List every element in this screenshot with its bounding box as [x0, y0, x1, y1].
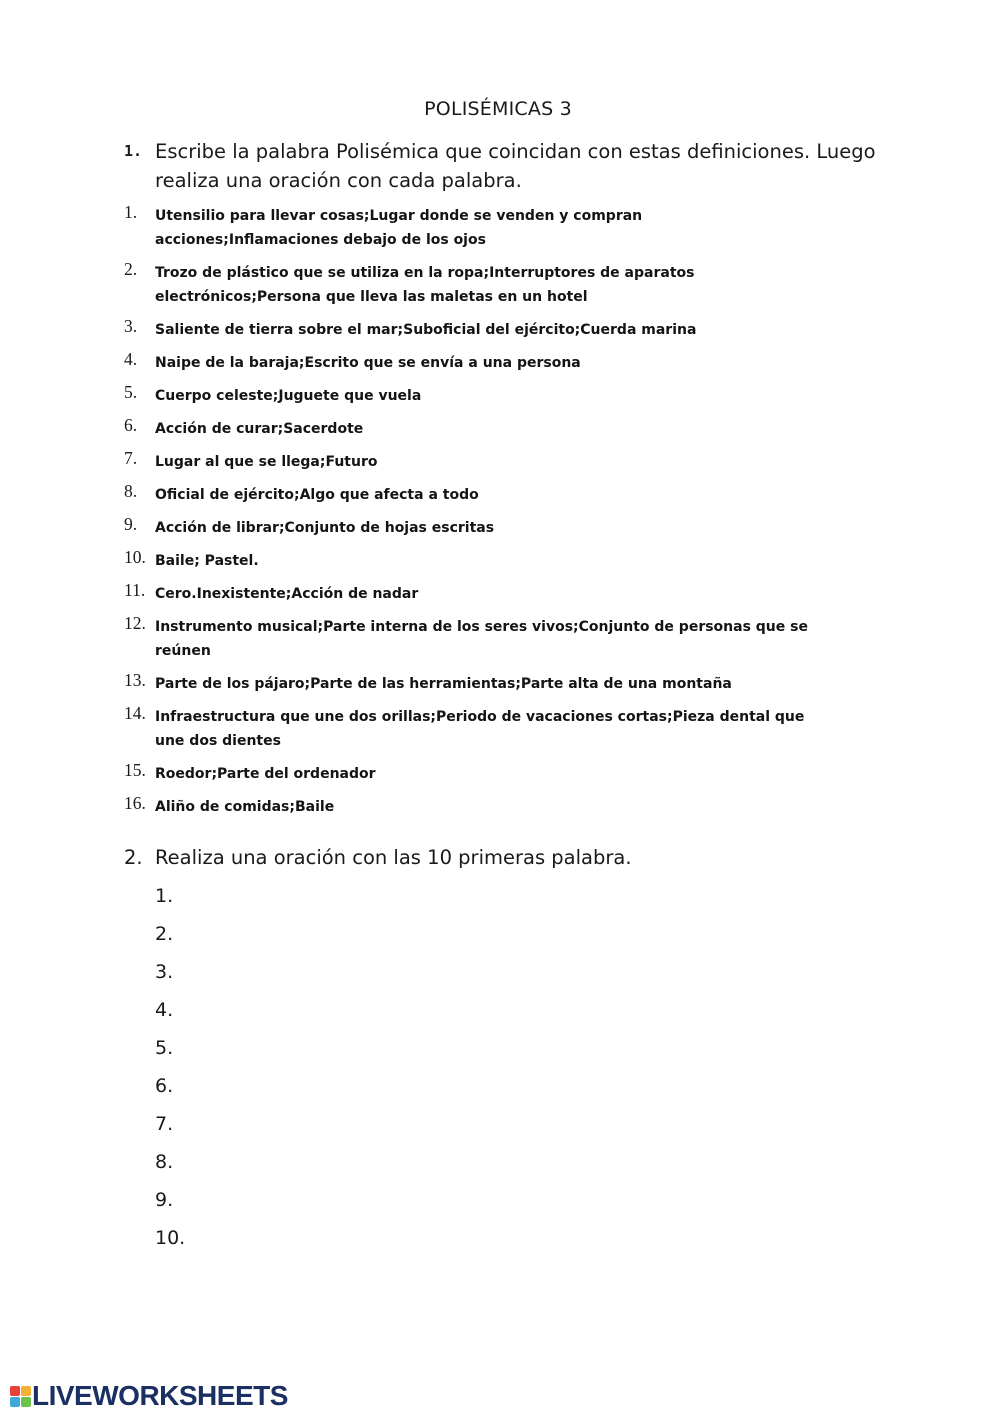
answer-line: 5. [155, 1037, 174, 1059]
logo-square [10, 1397, 20, 1407]
definition-number: 13. [124, 670, 146, 690]
definition-item [124, 672, 824, 696]
definition-text: Cuerpo celeste;Juguete que vuela [155, 388, 422, 404]
answer-line: 10. [155, 1227, 186, 1249]
definition-number: 2. [124, 259, 138, 279]
definition-item [124, 615, 824, 663]
definition-number: 16. [124, 793, 146, 813]
definition-number: 3. [124, 316, 138, 336]
definition-number: 15. [124, 760, 146, 780]
logo-square [21, 1386, 31, 1396]
answer-line: 8. [155, 1151, 174, 1173]
answer-line: 1. [155, 885, 174, 907]
definition-text: Infraestructura que une dos orillas;Periodo de vacaciones cortas;Pieza dental que une dos dientes [155, 709, 805, 749]
definition-item [124, 762, 824, 786]
definition-number: 9. [124, 514, 138, 534]
definition-item [124, 318, 824, 342]
definition-text: Acción de librar;Conjunto de hojas escritas [155, 520, 495, 536]
logo-icon [10, 1386, 31, 1407]
definition-item [124, 516, 824, 540]
definition-number: 1. [124, 202, 138, 222]
logo-square [10, 1386, 20, 1396]
answer-line: 2. [155, 923, 174, 945]
definition-item [124, 582, 824, 606]
question-1-number: 1. [124, 142, 143, 160]
definition-text: Instrumento musical;Parte interna de los seres vivos;Conjunto de personas que se reúnen [155, 619, 808, 659]
answer-line: 6. [155, 1075, 174, 1097]
logo-square [21, 1397, 31, 1407]
definition-item [124, 351, 824, 375]
definition-item [124, 705, 824, 753]
answer-line: 3. [155, 961, 174, 983]
answer-line: 7. [155, 1113, 174, 1135]
definition-item [124, 384, 824, 408]
definition-text: Parte de los pájaro;Parte de las herramientas;Parte alta de una montaña [155, 676, 732, 692]
definition-text: Roedor;Parte del ordenador [155, 766, 376, 782]
page-title: POLISÉMICAS 3 [424, 98, 572, 120]
definition-item [124, 204, 824, 252]
definition-text: Acción de curar;Sacerdote [155, 421, 364, 437]
definition-text: Saliente de tierra sobre el mar;Suboficial del ejército;Cuerda marina [155, 322, 697, 338]
definition-item [124, 483, 824, 507]
liveworksheets-logo[interactable] [10, 1381, 288, 1411]
definition-number: 5. [124, 382, 138, 402]
question-2-text: Realiza una oración con las 10 primeras palabra. [155, 846, 632, 869]
definition-text: Cero.Inexistente;Acción de nadar [155, 586, 419, 602]
definition-number: 4. [124, 349, 138, 369]
definition-item [124, 261, 824, 309]
definition-item [124, 549, 824, 573]
definition-text: Baile; Pastel. [155, 553, 259, 569]
definition-number: 12. [124, 613, 146, 633]
question-1-text: Escribe la palabra Polisémica que coincidan con estas definiciones. Luego realiza una oración con cada palabra. [155, 140, 876, 192]
definition-text: Naipe de la baraja;Escrito que se envía a una persona [155, 355, 581, 371]
definition-number: 7. [124, 448, 138, 468]
answer-line: 4. [155, 999, 174, 1021]
answer-list [155, 883, 185, 1263]
definition-text: Utensilio para llevar cosas;Lugar donde se venden y compran acciones;Inflamaciones debajo de los ojos [155, 208, 643, 248]
answer-line: 9. [155, 1189, 174, 1211]
definition-number: 11. [124, 580, 146, 600]
definition-item [124, 450, 824, 474]
question-2 [124, 846, 632, 869]
definition-text: Aliño de comidas;Baile [155, 799, 335, 815]
definition-text: Lugar al que se llega;Futuro [155, 454, 378, 470]
definitions-list [124, 204, 824, 828]
definition-number: 10. [124, 547, 146, 567]
definition-text: Oficial de ejército;Algo que afecta a todo [155, 487, 479, 503]
definition-number: 8. [124, 481, 138, 501]
definition-item [124, 795, 824, 819]
definition-number: 14. [124, 703, 146, 723]
question-2-number: 2. [124, 846, 143, 869]
definition-item [124, 417, 824, 441]
definition-number: 6. [124, 415, 138, 435]
question-1 [124, 137, 924, 195]
definition-text: Trozo de plástico que se utiliza en la ropa;Interruptores de aparatos electrónicos;Persona que lleva las maletas en un hotel [155, 265, 695, 305]
logo-text: LIVEWORKSHEETS [32, 1380, 288, 1411]
